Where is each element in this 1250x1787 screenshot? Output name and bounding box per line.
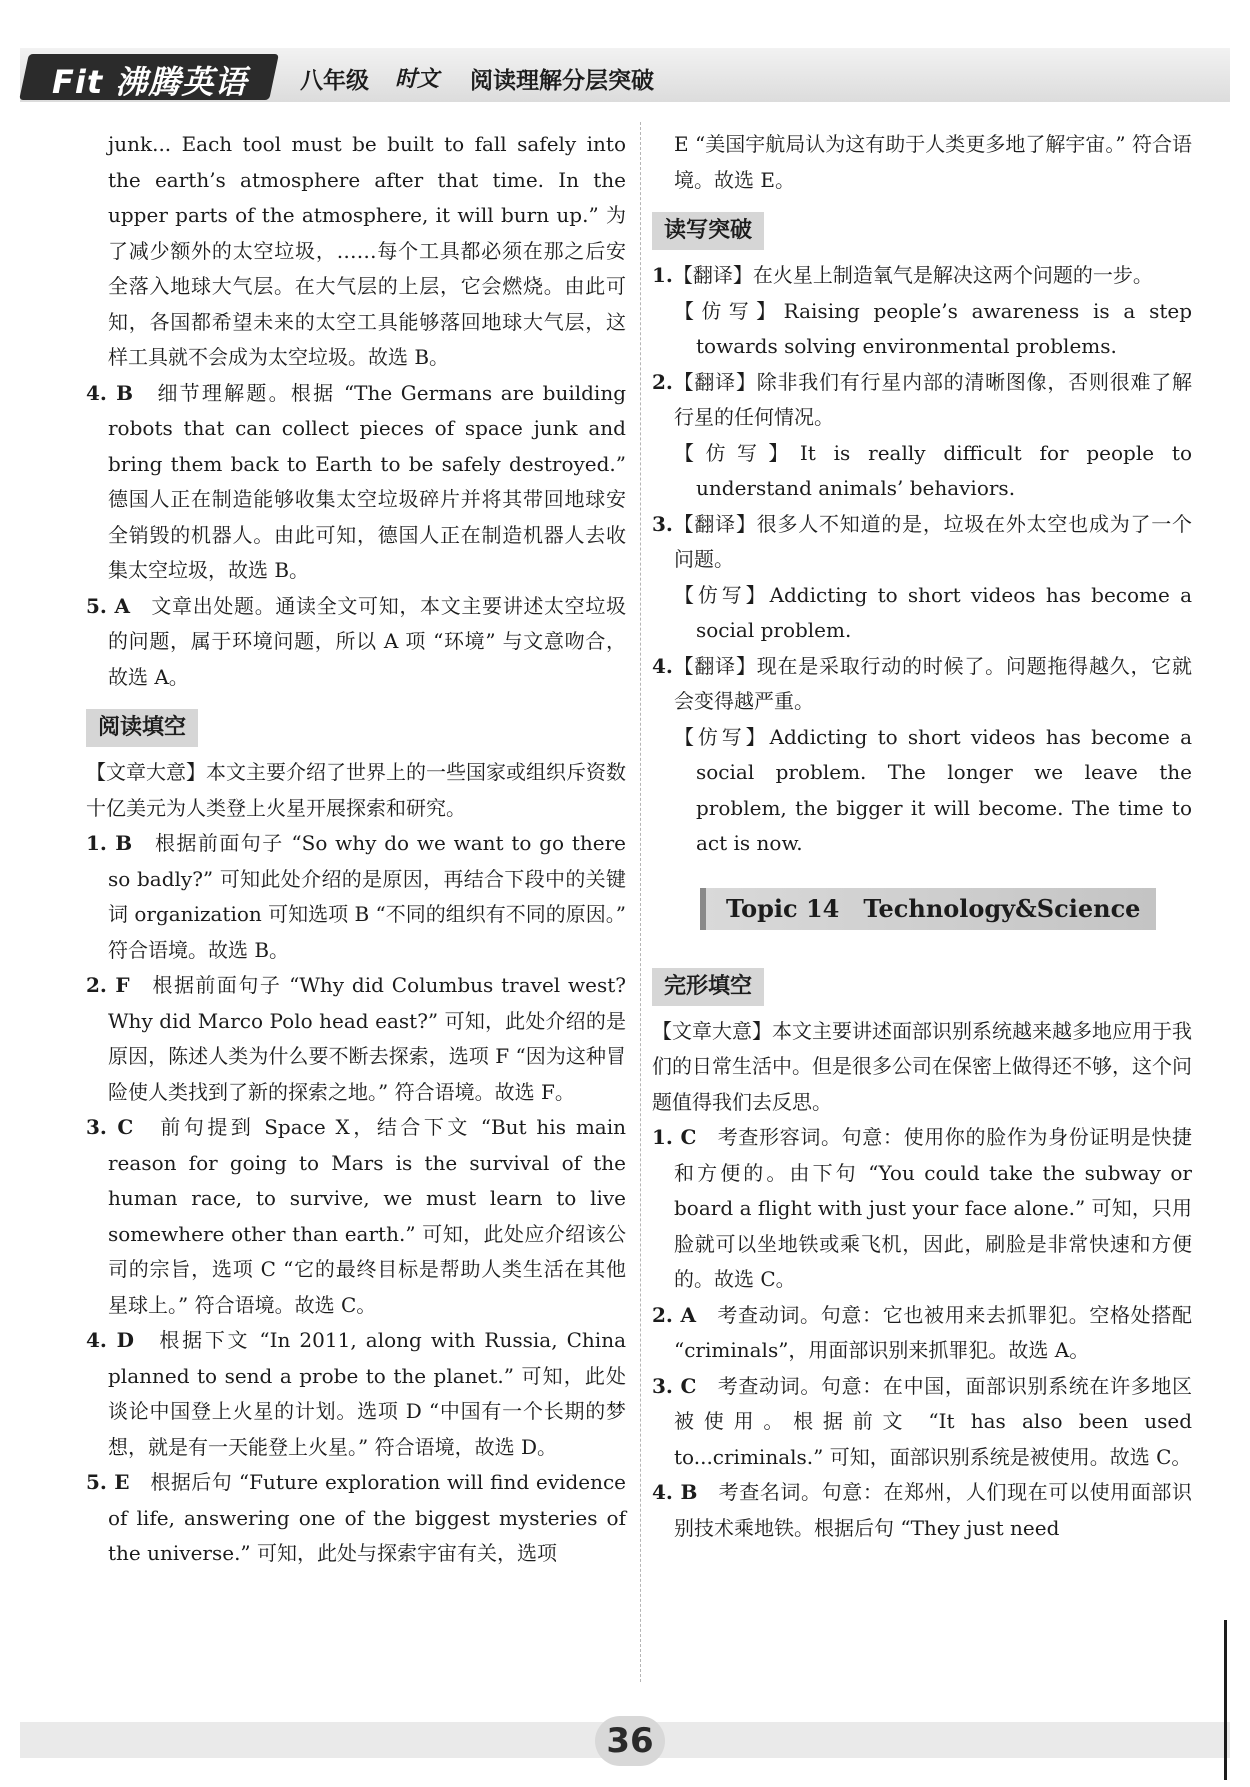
summary-text: 本文主要讲述面部识别系统越来越多地应用于我们的日常生活中。但是很多公司在保密上做得还不够，这个问题值得我们去反思。: [652, 1018, 1192, 1114]
answer-item: [652, 1369, 1192, 1476]
answer-item: [86, 826, 626, 968]
answer-item: [652, 1120, 1192, 1298]
book-subtitle: 阅读理解分层突破: [470, 68, 654, 94]
summary-label: 【文章大意】: [86, 760, 206, 784]
answer-item: [86, 376, 626, 589]
imitate-label: 【仿写】: [674, 440, 800, 465]
rw-item: [652, 258, 1192, 365]
translate-label: 【翻译】: [672, 263, 753, 287]
imitation-text: It is really difficult for people to understand animals’ behaviors.: [696, 440, 1192, 500]
translation-text: 除非我们有行星内部的清晰图像，否则很难了解行星的任何情况。: [674, 369, 1193, 429]
answer-number: 5. A: [86, 593, 131, 618]
answer-item: [652, 1298, 1192, 1369]
rw-number: 2.: [652, 369, 673, 394]
imitate-label: 【仿写】: [674, 298, 784, 323]
answer-text: 考查形容词。句意：使用你的脸作为身份证明是快捷和方便的。由下句 “You could take the subway or board a flight with just your face alone.” 可知，只用脸就可以坐地铁或乘飞机，因此，刷脸是非常快速和方便的。故选 C。: [674, 1125, 1193, 1291]
answer-number: 2. A: [652, 1302, 697, 1327]
answer-text: 根据下文 “In 2011, along with Russia, China planned to send a probe to the planet.” 可知，此处谈论中国登上火星的计划。选项 D “中国有一个长期的梦想，就是有一天能登上火星。” 符合语境，故选 D。: [108, 1328, 627, 1459]
right-column: [652, 127, 1192, 1546]
continued-answer: junk... Each tool must be built to fall safely into the earth’s atmosphere after that time. In the upper parts of the atmosphere, it will burn up.” 为了减少额外的太空垃圾，……每个工具都必须在那之后安全落入地球大气层。在大气层的上层，它会燃烧。由此可知，各国都希望未来的太空工具能够落回地球大气层，这样工具就不会成为太空垃圾。故选 B。: [108, 132, 626, 369]
answer-text: 根据前面句子 “Why did Columbus travel west? Why did Marco Polo head east?” 可知，此处介绍的是原因，陈述人类为什么要不断去探索，选项 F “因为这种冒险使人类找到了新的探索之地。” 符合语境。故选 F。: [108, 973, 626, 1104]
answer-text: 考查动词。句意：在中国，面部识别系统在许多地区被使用。根据前文 “It has also been used to...criminals.” 可知，面部识别系统是被使用。故选 C。: [674, 1373, 1193, 1469]
answer-text: 考查名词。句意：在郑州，人们现在可以使用面部识别技术乘地铁。根据后句 “They just need: [674, 1480, 1193, 1540]
translate-label: 【翻译】: [672, 511, 757, 536]
section-heading: 完形填空: [652, 968, 764, 1006]
answer-text: 根据后句 “Future exploration will find evidence of life, answering one of the biggest mysteries of the universe.” 可知，此处与探索宇宙有关，选项: [108, 1470, 627, 1565]
rw-item: [652, 365, 1192, 507]
answer-number: 2. F: [86, 973, 130, 997]
answer-text: 根据前面句子 “So why do we want to go there so badly?” 可知此处介绍的是原因，再结合下段中的关键词 organization 可知选项 B “不同的组织有不同的原因。” 符合语境。故选 B。: [108, 831, 627, 962]
answer-number: 1. B: [86, 831, 133, 855]
imitation-text: Addicting to short videos has become a social problem. The longer we leave the problem, the bigger it will become. The time to act is now.: [696, 724, 1192, 855]
translate-label: 【翻译】: [672, 369, 757, 394]
answer-number: 4. D: [86, 1328, 134, 1352]
answer-number: 4. B: [652, 1480, 698, 1504]
left-column: [86, 127, 626, 1572]
answer-item: [86, 968, 626, 1110]
topic-banner: Topic 14 Technology&Science: [700, 888, 1156, 930]
answer-item: [86, 1465, 626, 1572]
imitation-text: Raising people’s awareness is a step towards solving environmental problems.: [696, 298, 1193, 358]
continued-answer: E “美国宇航局认为这有助于人类更多地了解宇宙。” 符合语境。故选 E。: [674, 132, 1192, 192]
rw-number: 3.: [652, 511, 673, 536]
answer-number: 3. C: [86, 1115, 134, 1139]
section-heading: 读写突破: [652, 212, 764, 250]
page-number: 36: [595, 1716, 665, 1766]
grade-label: 八年级: [300, 68, 369, 94]
answer-item: [86, 1110, 626, 1323]
answer-number: 5. E: [86, 1470, 130, 1494]
style-label: 时文: [395, 67, 440, 92]
imitate-label: 【仿写】: [674, 724, 770, 749]
answer-number: 4. B: [86, 380, 133, 405]
rw-item: [652, 507, 1192, 649]
translate-label: 【翻译】: [672, 653, 757, 678]
answer-number: 1. C: [652, 1125, 697, 1149]
answer-text: 前句提到 Space X，结合下文 “But his main reason for going to Mars is the survival of the human race, to survive, we must learn to live somewhere other than earth.” 可知，此处应介绍该公司的宗旨，选项 C “它的最终目标是帮助人类生活在其他星球上。” 符合语境。故选 C。: [108, 1115, 627, 1317]
answer-text: 考查动词。句意：它也被用来去抓罪犯。空格处搭配 “criminals”，用面部识别来抓罪犯。故选 A。: [674, 1302, 1193, 1362]
translation-text: 现在是采取行动的时候了。问题拖得越久，它就会变得越严重。: [674, 653, 1193, 713]
rw-number: 4.: [652, 653, 673, 678]
summary-text: 本文主要介绍了世界上的一些国家或组织斥资数十亿美元为人类登上火星开展探索和研究。: [86, 760, 626, 820]
rw-item: [652, 649, 1192, 862]
answer-text: 细节理解题。根据 “The Germans are building robots that can collect pieces of space junk and bring them back to Earth to be safely destroyed.” 德国人正在制造能够收集太空垃圾碎片并将其带回地球安全销毁的机器人。由此可知，德国人正在制造机器人去收集太空垃圾，故选 B。: [108, 380, 627, 582]
summary-label: 【文章大意】: [652, 1018, 772, 1043]
answer-text: 文章出处题。通读全文可知，本文主要讲述太空垃圾的问题，属于环境问题，所以 A 项 “环境” 与文意吻合，故选 A。: [108, 593, 627, 689]
translation-text: 在火星上制造氧气是解决这两个问题的一步。: [752, 263, 1153, 287]
logo: Fit 沸腾英语: [52, 63, 248, 101]
imitate-label: 【仿写】: [674, 582, 770, 607]
page-edge-line: [1224, 1620, 1227, 1780]
answer-item: [86, 1323, 626, 1465]
article-summary: [86, 755, 626, 826]
section-heading: 阅读填空: [86, 709, 198, 747]
column-divider: [640, 122, 642, 1682]
answer-item: [652, 1475, 1192, 1546]
answer-item: [86, 589, 626, 696]
translation-text: 很多人不知道的是，垃圾在外太空也成为了一个问题。: [674, 511, 1193, 571]
answer-number: 3. C: [652, 1373, 697, 1398]
article-summary: [652, 1014, 1192, 1121]
rw-number: 1.: [652, 263, 673, 287]
imitation-text: Addicting to short videos has become a social problem.: [696, 582, 1192, 642]
